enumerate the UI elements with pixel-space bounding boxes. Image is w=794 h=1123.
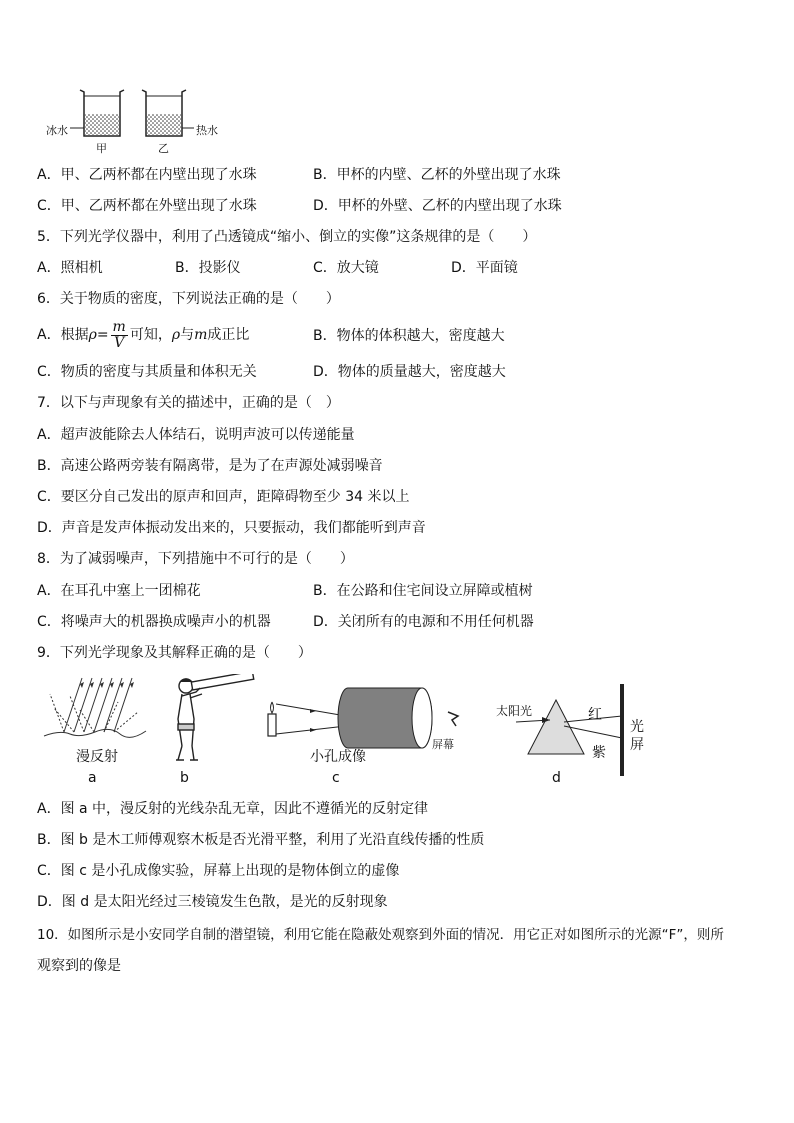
q4-option-a: A．甲、乙两杯都在内壁出现了水珠 xyxy=(37,167,257,183)
light-screen xyxy=(620,684,624,776)
q6-a-mid: 可知， xyxy=(129,327,172,343)
q8-option-d: D．关闭所有的电源和不用任何机器 xyxy=(313,614,534,630)
q7-option-b: B．高速公路两旁装有隔离带，是为了在声源处减弱噪音 xyxy=(37,458,383,474)
mass-symbol: m xyxy=(194,327,208,343)
prism xyxy=(528,700,584,754)
q8-option-b: B．在公路和住宅间设立屏障或植树 xyxy=(313,583,533,599)
q5-option-d: D．平面镜 xyxy=(451,260,518,276)
figure-c-letter: c xyxy=(332,770,340,786)
q6-option-d: D．物体的质量越大，密度越大 xyxy=(313,364,506,380)
q6-option-b: B．物体的体积越大，密度越大 xyxy=(313,328,505,344)
q5-option-c: C．放大镜 xyxy=(313,260,379,276)
q9-option-b: B．图 b 是木工师傅观察木板是否光滑平整，利用了光沿直线传播的性质 xyxy=(37,832,485,848)
q5-option-b: B．投影仪 xyxy=(175,260,241,276)
q4-option-b: B．甲杯的内壁、乙杯的外壁出现了水珠 xyxy=(313,167,561,183)
q6-option-c: C．物质的密度与其质量和体积无关 xyxy=(37,364,257,380)
q9-option-d: D．图 d 是太阳光经过三棱镜发生色散，是光的反射现象 xyxy=(37,894,388,910)
figure-d-letter: d xyxy=(552,770,561,786)
q4-option-c: C．甲、乙两杯都在外壁出现了水珠 xyxy=(37,198,257,214)
q4-option-d: D．甲杯的外壁、乙杯的内壁出现了水珠 xyxy=(313,198,562,214)
figure-d-sunlight-label: 太阳光 xyxy=(496,704,533,718)
ice-water-label: 冰水 xyxy=(46,124,68,137)
fraction-denominator: V xyxy=(114,334,125,351)
figure-d-screen-label-1: 光 xyxy=(630,719,644,735)
eye-icon xyxy=(448,712,458,726)
q6-a-and: 与 xyxy=(180,327,195,343)
beaker-figure xyxy=(40,86,230,156)
q8-option-c: C．将噪声大的机器换成噪声小的机器 xyxy=(37,614,271,630)
candle xyxy=(268,714,276,736)
figure-b-carpenter xyxy=(172,674,262,786)
fraction-numerator: m xyxy=(112,318,126,335)
q6-stem: 6．关于物质的密度，下列说法正确的是（ ） xyxy=(37,291,340,307)
q10-stem-line-1: 10．如图所示是小安同学自制的潜望镜，利用它能在隐蔽处观察到外面的情况．用它正对如图所示的光源“F”，则所 xyxy=(37,927,724,943)
q9-option-c: C．图 c 是小孔成像实验，屏幕上出现的是物体倒立的虚像 xyxy=(37,863,400,879)
rho-symbol: ρ xyxy=(88,327,97,343)
q6-a-suffix: 成正比 xyxy=(207,327,250,343)
q10-stem-line-2: 观察到的像是 xyxy=(37,958,121,974)
figure-a-diffuse-reflection xyxy=(40,674,150,786)
figure-c-pinhole xyxy=(262,680,472,786)
figure-d-screen-label-2: 屏 xyxy=(630,737,644,753)
density-fraction xyxy=(111,320,128,351)
diffuse-reflection-drawing xyxy=(40,674,150,744)
q5-option-a: A．照相机 xyxy=(37,260,103,276)
q6-a-prefix: A．根据 xyxy=(37,327,89,343)
q8-stem: 8．为了减弱噪声，下列措施中不可行的是（ ） xyxy=(37,551,354,567)
hot-water-label: 热水 xyxy=(196,124,218,137)
q6-option-a xyxy=(37,318,249,352)
equals-sign: = xyxy=(96,327,109,343)
q5-stem: 5．下列光学仪器中，利用了凸透镜成“缩小、倒立的实像”这条规律的是（ ） xyxy=(37,229,537,245)
carpenter-drawing xyxy=(172,674,262,764)
q7-option-a: A．超声波能除去人体结石，说明声波可以传递能量 xyxy=(37,427,355,443)
q7-option-c: C．要区分自己发出的原声和回声，距障碍物至少 34 米以上 xyxy=(37,489,410,505)
q9-option-a: A．图 a 中，漫反射的光线杂乱无章，因此不遵循光的反射定律 xyxy=(37,801,429,817)
cup-yi-label: 乙 xyxy=(158,142,169,155)
figure-d-prism xyxy=(492,680,662,786)
rho-symbol-2: ρ xyxy=(171,327,181,343)
q9-stem: 9．下列光学现象及其解释正确的是（ ） xyxy=(37,645,312,661)
figure-c-screen-label: 屏幕 xyxy=(432,738,454,751)
figure-c-caption: 小孔成像 xyxy=(310,749,366,765)
beakers-drawing xyxy=(40,86,230,156)
figure-b-letter: b xyxy=(180,770,189,786)
figure-a-letter: a xyxy=(88,770,97,786)
q7-stem: 7．以下与声现象有关的描述中，正确的是（ ） xyxy=(37,395,340,411)
figure-d-red-label: 红 xyxy=(588,707,602,723)
q7-option-d: D．声音是发声体振动发出来的，只要振动，我们都能听到声音 xyxy=(37,520,426,536)
figure-a-caption: 漫反射 xyxy=(76,749,118,765)
cup-jia-label: 甲 xyxy=(96,142,107,155)
q8-option-a: A．在耳孔中塞上一团棉花 xyxy=(37,583,201,599)
figure-d-purple-label: 紫 xyxy=(592,745,606,761)
